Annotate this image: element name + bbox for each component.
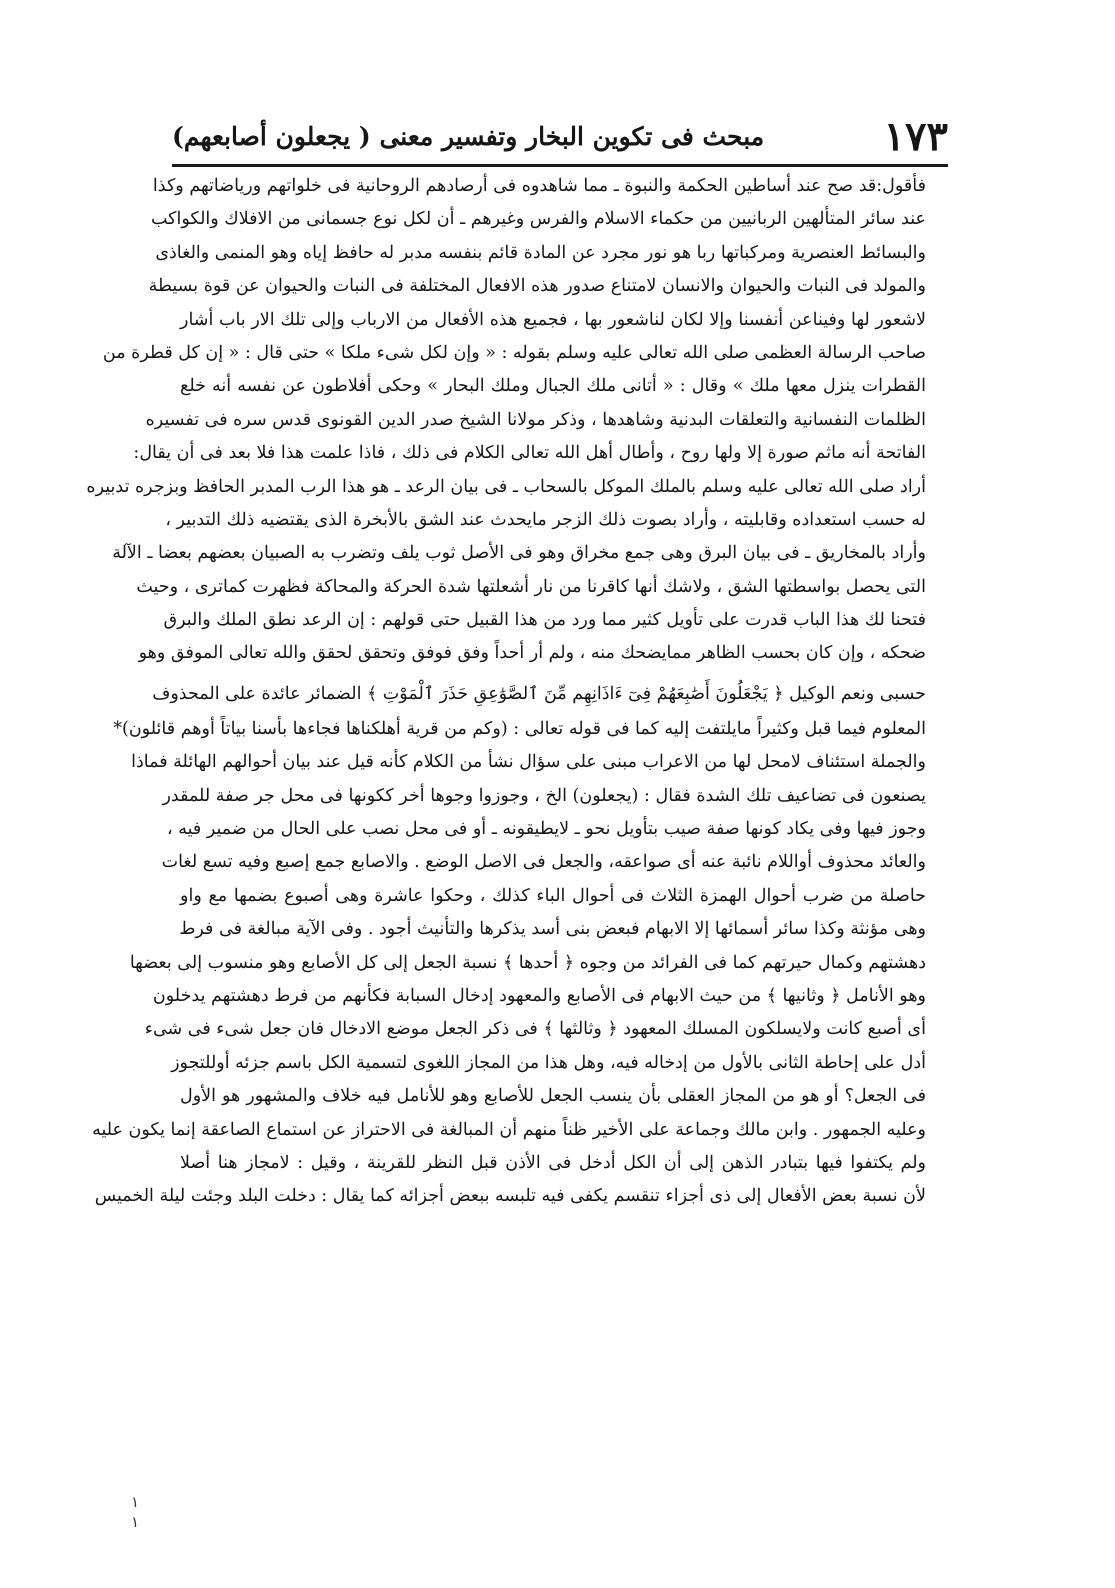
text-line: أراد صلى الله تعالى عليه وسلم بالملك الموكل بالسحاب ـ فى بيان الرعد ـ هو هذا الرب المدبر الحافظ وبزجره تدبيره (86, 476, 926, 497)
text-line: ضحكه ، وإن كان بحسب الظاهر ممايضحك منه ، ولم أر أحداً وفق فوفق وتحقق لحقق والله تعالى الموفق وهو (138, 643, 926, 664)
text-line: والجملة استئناف لامحل لها من الاعراب مبنى على سؤال نشأ من الكلام كأنه قيل عند بيان أحوالهم الهائلة فماذا (131, 752, 926, 773)
text-line: الظلمات النفسانية والتعلقات البدنية وشاهدها ، وذكر مولانا الشيخ صدر الدين القونوى قدس سره فى تفسيره (145, 409, 926, 430)
text-line: وهو الأنامل ﴿ وثانيها ﴾ من حيث الابهام فى الأصابع والمعهود إدخال السبابة فكأنهم من فرط دهشتهم يدخلون (152, 985, 926, 1006)
quran-verse-line: حسبى ونعم الوكيل ﴿ يَجْعَلُونَ أَصَٰبِعَهُمْ فِىٓ ءَاذَانِهِم مِّنَ ٱلصَّوَٰعِقِ حَذَرَ ٱلْمَوْتِ ﴾ الضمائر عائدة على المحذوف (152, 683, 926, 704)
text-line: لأن نسبة بعض الأفعال إلى ذى أجزاء تنقسم يكفى فيه تلبسه ببعض أجزائه كما يقال : دخلت البلد وجئت ليلة الخميس (94, 1186, 926, 1207)
text-line: صاحب الرسالة العظمى صلى الله تعالى عليه وسلم بقوله : « وإن لكل شىء ملكا » حتى قال : « إن كل قطرة من (102, 342, 926, 363)
text-line: وهى مؤنثة وكذا سائر أسمائها إلا الابهام فبعض بنى أسد يذكرها والتأنيث أجود . وفى الآية مبالغة فى فرط (179, 919, 926, 940)
text-line: المعلوم فيما قبل وكثيراً مايلتفت إليه كما فى قوله تعالى : (وكم من قرية أهلكناها فجاءها بأسنا بياتاً أوهم قائلون)* (113, 718, 926, 739)
text-line: والبسائط العنصرية ومركباتها ربا هو نور مجرد عن المادة قائم بنفسه مدبر له حافظ إياه وهو المنمى والغاذى (155, 242, 926, 263)
text-line: التى يحصل بواسطتها الشق ، ولاشك أنها كاقرنا من نار أشعلتها شدة الحركة والمحاكة فظهرت كماترى ، وحيث (136, 576, 926, 597)
text-line: يصنعون فى تضاعيف تلك الشدة فقال : (يجعلون) الخ ، وجوزوا وجوها أخر ككونها فى محل جر صفة للمقدر (162, 785, 926, 806)
text-line: فى الجعل؟ أو هو من المجاز العقلى بأن ينسب الجعل للأصابع وهو للأنامل فيه خلاف والمشهور هو الأول (180, 1086, 926, 1107)
margin-marks: ١ ١ (130, 1493, 140, 1531)
text-line: له حسب استعداده وقابليته ، وأراد بصوت ذلك الزجر مايحدث عند الشق بالأبخرة الذى يقتضيه ذلك التدبير ، (165, 509, 926, 530)
text-line: ولم يكتفوا فيها بتبادر الذهن إلى أن الكل أدخل فى الأذن قبل النظر للقرينة ، وقيل : لامجاز هنا أصلا (180, 1152, 926, 1173)
text-line: أدل على إحاطة الثانى بالأول من إدخاله فيه، وهل هذا من المجاز اللغوى لتسمية الكل باسم جزئه أوللتجوز (171, 1052, 926, 1073)
text-line: أى أصبع كانت ولايسلكون المسلك المعهود ﴿ وثالثها ﴾ فى ذكر الجعل موضع الادخال فان جعل شىء فى شىء (144, 1019, 926, 1040)
text-line: القطرات ينزل معها ملك » وقال : « أتانى ملك الجبال وملك البحار » وحكى أفلاطون عن نفسه أنه خلع (180, 376, 926, 397)
page-header (172, 114, 948, 164)
text-line: عند سائر المتألهين الربانيين من حكماء الاسلام والفرس وغيرهم ـ أن لكل نوع جسمانى من الافلاك والكواكب (150, 209, 926, 230)
header-rule (172, 164, 948, 167)
text-line: فتحنا لك هذا الباب قدرت على تأويل كثير مما ورد من هذا القبيل حتى قولهم : إن الرعد نطق الملك والبرق (163, 610, 926, 631)
text-line: والعائد محذوف أواللام نائبة عنه أى صواعقه، والجعل فى الاصل الوضع . والاصابع جمع إصبع وفيه تسع لغات (161, 852, 926, 873)
text-line: حاصلة من ضرب أحوال الهمزة الثلاث فى أحوال الباء كذلك ، وحكوا عاشرة وهى أصبوع بضمها مع واو (180, 885, 926, 906)
text-line: والمولد فى النبات والحيوان والانسان لامتناع صدور هذه الافعال المختلفة فى النبات والحيوان عن قوة بسيطة (148, 276, 926, 297)
text-line: فأقول:قد صح عند أساطين الحكمة والنبوة ـ مما شاهدوه فى أرصادهم الروحانية فى خلواتهم ورياضاتهم وكذا (152, 176, 926, 196)
text-line: دهشتهم وكمال حيرتهم كما فى الفرائد من وجوه ﴿ أحدها ﴾ نسبة الجعل إلى كل الأصابع وهو منسوب إلى بعضها (129, 952, 926, 973)
text-line: الفاتحة أنه ماثم صورة إلا ولها روح ، وأطال أهل الله تعالى الكلام فى ذلك ، فاذا علمت هذا فلا بعد فى أن يقال: (133, 443, 926, 464)
body-text (86, 170, 926, 1506)
running-title: مبحث فى تكوين البخار وتفسير معنى ( يجعلون أصابعهم) (172, 122, 765, 151)
page-number: ١٧٣ (883, 113, 948, 160)
text-line: وعليه الجمهور . وابن مالك وجماعة على الأخير ظناً منهم أن المبالغة فى الاحتراز عن استماع الصاعقة إنما يكون عليه (92, 1119, 926, 1140)
text-line: وأراد بالمخاريق ـ فى بيان البرق وهى جمع مخراق وهو فى الأصل ثوب يلف وتضرب به الصبيان بعضهم بعضا ـ الآلة (112, 543, 926, 564)
text-line: لاشعور لها وفيناعن أنفسنا وإلا لكان لناشعور بها ، فجميع هذه الأفعال من الارباب وإلى تلك الار باب أشار (180, 309, 926, 330)
text-line: وجوز فيها وفى يكاد كونها صفة صيب بتأويل نحو ـ لايطيقونه ـ أو فى محل نصب على الحال من ضمير فيه ، (167, 819, 926, 840)
